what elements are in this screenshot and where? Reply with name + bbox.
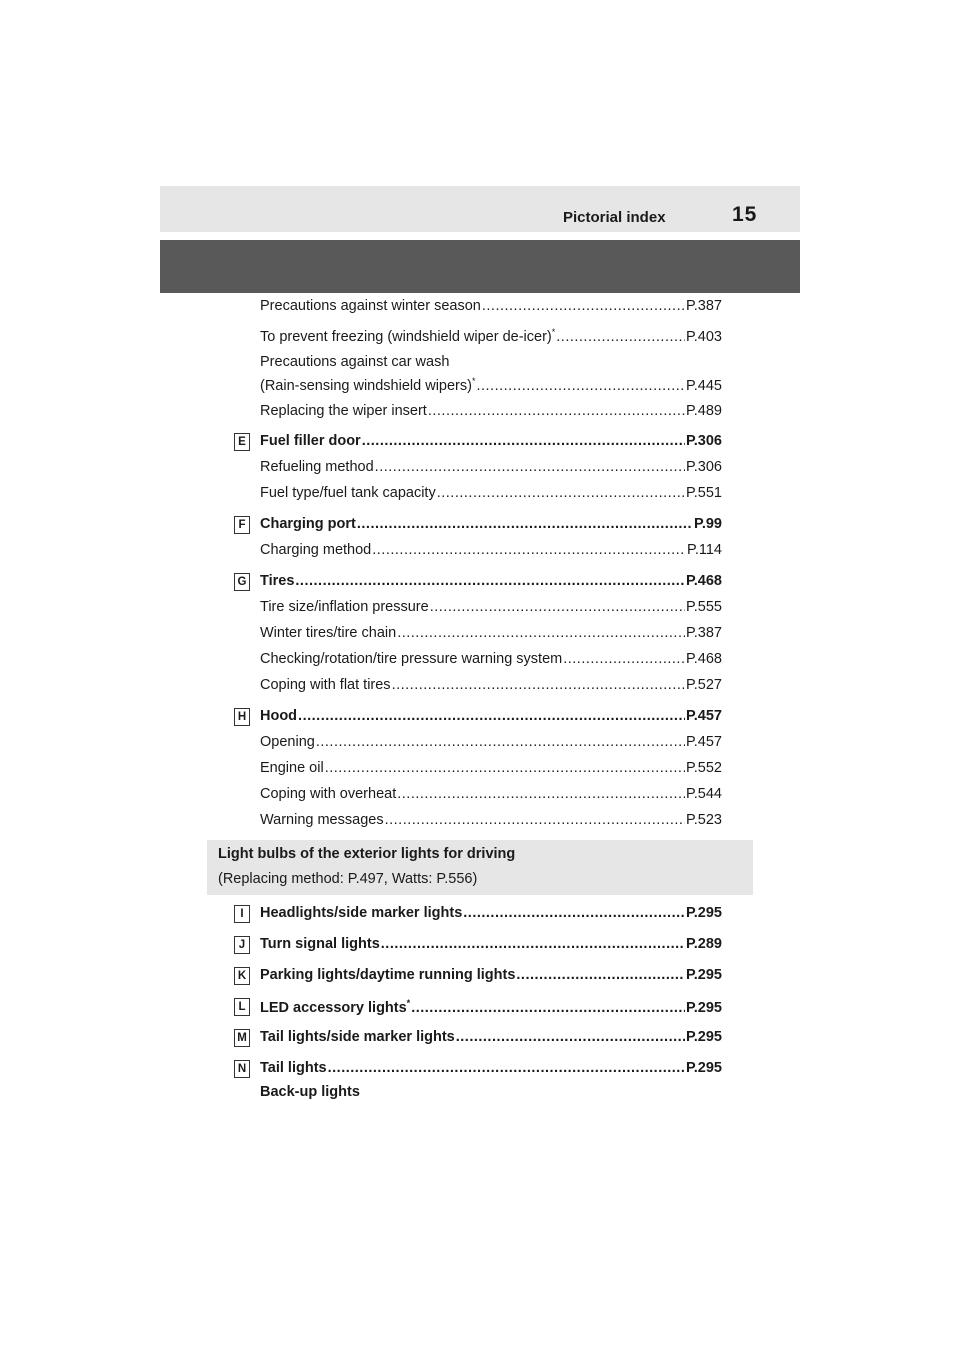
entry-label: Winter tires/tire chain: [260, 625, 397, 641]
entry-page: P.114: [687, 542, 722, 558]
entry-page: P.387: [685, 298, 722, 314]
index-entry[interactable]: [260, 599, 722, 621]
section-heading[interactable]: [260, 1029, 722, 1051]
entry-label: Charging method: [260, 542, 372, 558]
entry-page: P.527: [685, 677, 722, 693]
index-entry[interactable]: [260, 327, 722, 349]
section-heading[interactable]: [260, 708, 722, 730]
entry-label: Turn signal lights: [260, 936, 380, 952]
asterisk-note: *: [471, 376, 476, 386]
index-entry[interactable]: [260, 677, 722, 699]
index-entry[interactable]: [260, 376, 722, 398]
section-heading[interactable]: [260, 516, 722, 538]
marker-i: I: [234, 905, 250, 923]
marker-e: E: [234, 433, 250, 451]
asterisk-note: *: [551, 327, 556, 337]
index-entry[interactable]: [260, 786, 722, 808]
entry-label: Tires: [260, 573, 295, 589]
index-entry[interactable]: [260, 651, 722, 673]
entry-page: P.523: [685, 812, 722, 828]
index-entry[interactable]: [260, 734, 722, 756]
entry-label: Engine oil: [260, 760, 324, 776]
marker-k: K: [234, 967, 250, 985]
asterisk-note: *: [406, 998, 411, 1008]
entry-page: P.468: [685, 573, 722, 589]
entry-label: Coping with flat tires: [260, 677, 391, 693]
lights-callout: [207, 840, 753, 895]
entry-label: Checking/rotation/tire pressure warning system: [260, 651, 563, 667]
entry-label: (Rain-sensing windshield wipers): [260, 378, 472, 394]
index-entry[interactable]: [260, 760, 722, 782]
entry-label: Fuel filler door: [260, 433, 361, 449]
section-heading[interactable]: [260, 1060, 722, 1082]
section-heading[interactable]: [260, 967, 722, 989]
index-entry[interactable]: [260, 812, 722, 834]
entry-page: P.551: [685, 485, 722, 501]
marker-n: N: [234, 1060, 250, 1078]
marker-h: H: [234, 708, 250, 726]
entry-label: Parking lights/daytime running lights: [260, 967, 516, 983]
entry-page: P.295: [685, 905, 722, 921]
entry-label: LED accessory lights: [260, 1000, 407, 1016]
entry-label-line1: Precautions against car wash: [260, 354, 450, 370]
marker-m: M: [234, 1029, 250, 1047]
marker-j: J: [234, 936, 250, 954]
entry-label: Coping with overheat: [260, 786, 397, 802]
section-heading[interactable]: [260, 573, 722, 595]
callout-title: Light bulbs of the exterior lights for driving: [218, 846, 516, 862]
index-entry[interactable]: [260, 625, 722, 647]
entry-label: Warning messages: [260, 812, 384, 828]
index-entry[interactable]: [260, 403, 722, 425]
entry-page: P.489: [685, 403, 722, 419]
index-entry[interactable]: [260, 298, 722, 320]
entry-label: Precautions against winter season: [260, 298, 481, 314]
entry-label: Tail lights/side marker lights: [260, 1029, 455, 1045]
entry-page: P.457: [685, 708, 722, 724]
entry-page: P.468: [685, 651, 722, 667]
entry-page: P.306: [685, 459, 722, 475]
entry-label: Hood: [260, 708, 298, 724]
entry-label: Replacing the wiper insert: [260, 403, 427, 419]
entry-label: Headlights/side marker lights: [260, 905, 463, 921]
marker-g: G: [234, 573, 250, 591]
entry-page: P.387: [685, 625, 722, 641]
entry-page: P.289: [685, 936, 722, 952]
entry-label: Tail lights: [260, 1060, 327, 1076]
callout-subtitle: (Replacing method: P.497, Watts: P.556): [218, 871, 478, 887]
section-heading[interactable]: [260, 936, 722, 958]
index-entry[interactable]: [260, 485, 722, 507]
entry-page: P.295: [685, 1029, 722, 1045]
section-heading[interactable]: [260, 998, 722, 1020]
entry-page: P.555: [685, 599, 722, 615]
index-entry[interactable]: [260, 459, 722, 481]
page-title: Pictorial index: [563, 209, 666, 226]
entry-label: To prevent freezing (windshield wiper de-icer): [260, 329, 552, 345]
entry-page: P.295: [685, 1000, 722, 1016]
entry-subline: Back-up lights: [260, 1084, 360, 1100]
entry-page: P.552: [685, 760, 722, 776]
marker-f: F: [234, 516, 250, 534]
index-entry[interactable]: [260, 542, 722, 564]
entry-label: Charging port: [260, 516, 356, 532]
entry-label: Refueling method: [260, 459, 374, 475]
entry-label: Fuel type/fuel tank capacity: [260, 485, 436, 501]
entry-page: P.306: [685, 433, 722, 449]
entry-label: Opening: [260, 734, 315, 750]
marker-l: L: [234, 998, 250, 1016]
entry-page: P.544: [685, 786, 722, 802]
section-heading[interactable]: [260, 905, 722, 927]
entry-page: P.99: [694, 516, 722, 532]
entry-page: P.457: [685, 734, 722, 750]
section-heading[interactable]: [260, 433, 722, 455]
entry-page: P.403: [685, 329, 722, 345]
entry-page: P.295: [685, 967, 722, 983]
entry-label: Tire size/inflation pressure: [260, 599, 429, 615]
page-number: 15: [732, 203, 758, 226]
entry-page: P.445: [685, 378, 722, 394]
entry-page: P.295: [685, 1060, 722, 1076]
